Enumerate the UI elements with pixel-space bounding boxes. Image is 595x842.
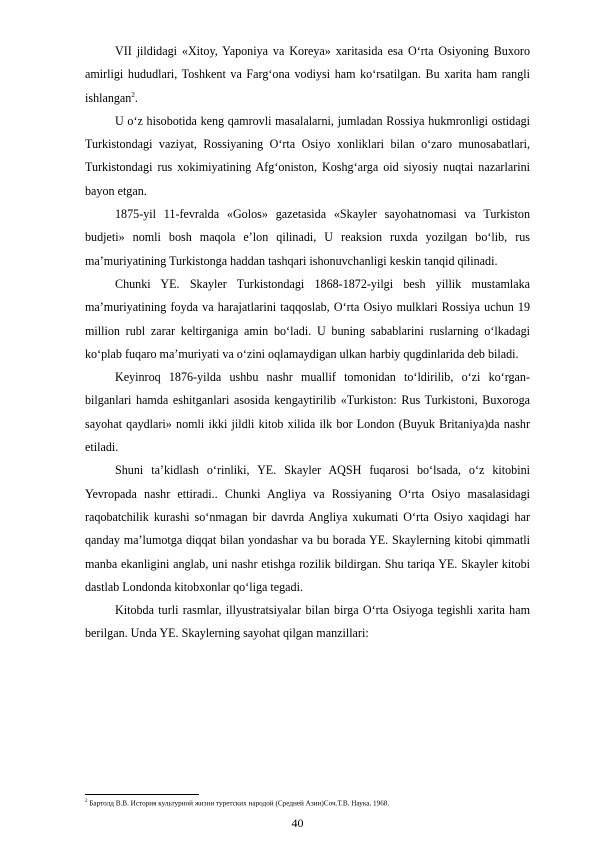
- paragraph-3: 1875-yil 11-fevralda «Golos» gazetasida «Skayler sayohatnomasi va Turkiston budjeti» nomli bosh maqola e’lon qilinadi, U reaksion ruxda yozilgan bo‘lib, rus ma’muriyatining Turkistonga haddan tashqari ishonuvchanligi keskin tanqid qilinadi.: [85, 207, 530, 268]
- paragraph-tail: .: [134, 90, 138, 105]
- paragraph-4: Chunki YE. Skayler Turkistondagi 1868-1872-yilgi besh yillik mustamlaka ma’muriyatining foyda va harajatlarini taqqoslab, O‘rta Osiyo mulklari Rossiya uchun 19 million rubl zarar keltirganiga amin bo‘ladi. U buning sabablarini ruslarning o‘lkadagi ko‘plab fuqaro ma’muriyati va o‘zini oqlamaydigan ulkan harbiy qugdinlarida deb biladi.: [85, 276, 530, 361]
- paragraph-text: VII jildidagi «Xitoy, Yaponiya va Koreya» xaritasida esa O‘rta Osiyoning Buxoro amirligi hududlari, Toshkent va Farg‘ona vodiysi ham ko‘rsatilgan. Bu xarita ham rangli ishlangan: [85, 44, 530, 105]
- footnote-text: Бартолд В.В. История культурной жизни туретских народой (Средней Азии)Соч.Т.В. Наука, 1968.: [89, 799, 390, 808]
- paragraph-7: Kitobda turli rasmlar, illyustratsiyalar bilan birga O‘rta Osiyoga tegishli xarita ham berilgan. Unda YE. Skaylerning sayohat qilgan manzillari:: [85, 603, 530, 641]
- paragraph-5: Keyinroq 1876-yilda ushbu nashr muallif tomonidan to‘ldirilib, o‘zi ko‘rgan-bilganlari hamda eshitganlari asosida kengaytirilib «Turkiston: Rus Turkistoni, Buxoroga sayohat qaydlari» nomli ikki jildli kitob xilida ilk bor London (Buyuk Britaniya)da nashr etiladi.: [85, 370, 530, 455]
- footnote: [85, 797, 530, 808]
- footnote-reference[interactable]: 2: [131, 90, 135, 99]
- footnote-marker: 2: [85, 799, 88, 804]
- paragraph-6: Shuni ta’kidlash o‘rinliki, YE. Skayler AQSH fuqarosi bo‘lsada, o‘z kitobini Yevropada nashr ettiradi.. Chunki Angliya va Rossiyaning O‘rta Osiyo masalasidagi raqobatchilik kurashi so‘nmagan bir davrda Angliya xukumati O‘rta Osiyo xaqidagi har qanday ma’lumotga diqqat bilan yondashar va bu borada YE. Skaylerning kitobi qimmatli manba ekanligini anglab, uni nashr etishga rozilik bildirgan. Shu tariqa YE. Skayler kitobi dastlab Londonda kitobxonlar qo‘liga tegadi.: [85, 463, 530, 594]
- page-number: 40: [291, 816, 304, 830]
- paragraph-2: U o‘z hisobotida keng qamrovli masalalarni, jumladan Rossiya hukmronligi ostidagi Turkistondagi vaziyat, Rossiyaning O‘rta Osiyo xonliklari bilan o‘zaro munosabatlari, Turkistondagi rus xokimiyatining Afg‘oniston, Koshg‘arga oid siyosiy nuqtai nazarlarini bayon etgan.: [85, 113, 530, 198]
- footnote-divider: [85, 794, 199, 795]
- body-text: [85, 40, 530, 646]
- paragraph-1: [85, 40, 530, 110]
